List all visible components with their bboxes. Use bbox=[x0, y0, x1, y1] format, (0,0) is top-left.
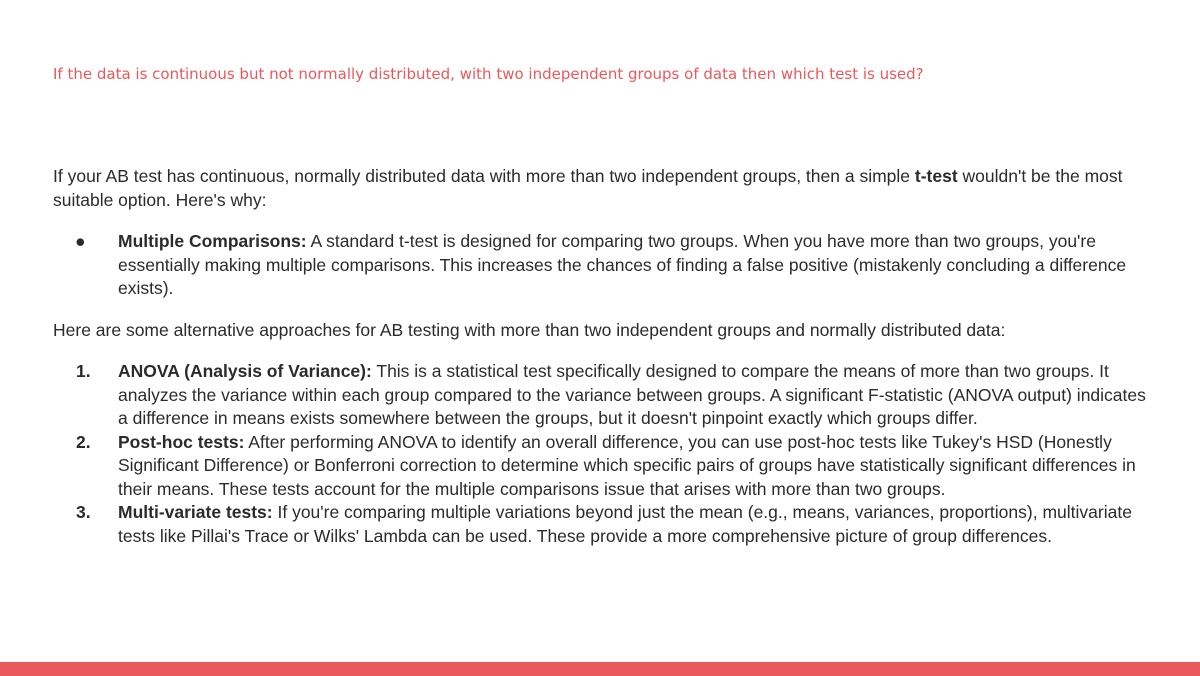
alternatives-intro: Here are some alternative approaches for AB testing with more than two independent groups and normally distributed data: bbox=[53, 319, 1006, 340]
number-marker: 3. bbox=[76, 502, 91, 522]
numbered-item-text: After performing ANOVA to identify an overall difference, you can use post-hoc tests like Tukey's HSD (Honestly Significant Difference) or Bonferroni correction to determine which specific pairs of groups have statistically significant differences in their means. These tests account for the multiple comparisons issue that arises with more than two groups. bbox=[118, 431, 1136, 499]
numbered-item-post-hoc bbox=[53, 431, 1153, 502]
numbered-item-multivariate bbox=[53, 501, 1153, 548]
bullet-list bbox=[53, 230, 1153, 301]
numbered-item-text: This is a statistical test specifically designed to compare the means of more than two groups. It analyzes the variance within each group compared to the variance between groups. A significant F-statistic (ANOVA output) indicates a difference in means exists somewhere between the groups, but it doesn't pinpoint exactly which groups differ. bbox=[118, 361, 1146, 428]
bullet-item bbox=[53, 230, 1153, 301]
answer-body bbox=[53, 165, 1153, 548]
numbered-item-anova bbox=[53, 360, 1153, 431]
intro-text-after: wouldn't be the most suitable option. Here's why: bbox=[53, 166, 1123, 210]
bullet-item-text: A standard t-test is designed for comparing two groups. When you have more than two groups, you're essentially making multiple comparisons. This increases the chances of finding a false positive (mistakenly concluding a difference exists). bbox=[118, 231, 1127, 298]
numbered-item-text: If you're comparing multiple variations beyond just the mean (e.g., means, variances, proportions), multivariate tests like Pillai's Trace or Wilks' Lambda can be used. These provide a more comprehensive picture of group differences. bbox=[118, 502, 1132, 546]
number-marker: 2. bbox=[76, 431, 91, 452]
numbered-list bbox=[53, 360, 1153, 548]
numbered-item-title: Multi-variate tests: bbox=[118, 502, 273, 522]
bullet-item-title: Multiple Comparisons: bbox=[118, 231, 307, 251]
number-marker: 1. bbox=[76, 361, 91, 381]
bullet-marker: ● bbox=[75, 231, 86, 251]
question-title: If the data is continuous but not normally distributed, with two independent groups of data then which test is used? bbox=[53, 65, 924, 83]
intro-text-before: If your AB test has continuous, normally distributed data with more than two independent groups, then a simple bbox=[53, 166, 915, 186]
numbered-item-title: ANOVA (Analysis of Variance): bbox=[118, 361, 372, 381]
footer-accent-bar bbox=[0, 662, 1200, 676]
intro-bold-term: t-test bbox=[914, 166, 958, 186]
intro-paragraph bbox=[53, 165, 1153, 212]
numbered-item-title: Post-hoc tests: bbox=[118, 431, 245, 452]
